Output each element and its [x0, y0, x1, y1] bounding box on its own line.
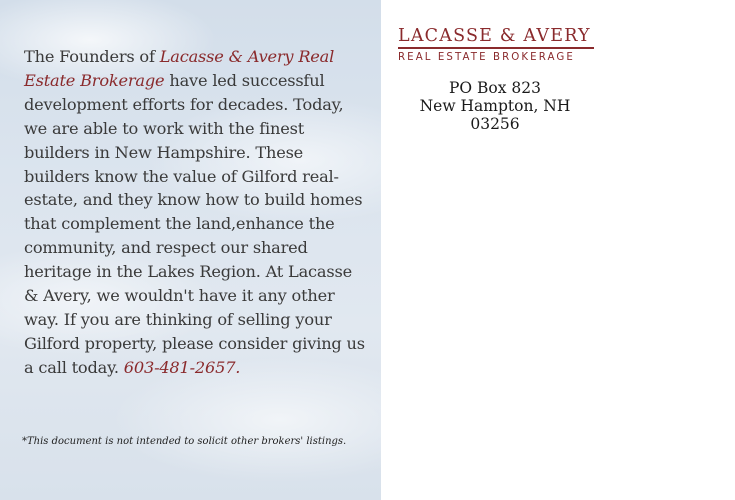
- company-logo: [398, 26, 594, 64]
- message-body: have led successful development efforts for decades. Today, we are able to work with the finest builders in New Hampshire. These builders know the value of Gilford real-estate, and they know how to build homes that complement the land,enhance the community, and respect our shared heritage in the Lakes Region. At Lacasse & Avery, we wouldn't have it any other way. If you are thinking of selling your Gilford property, please consider giving us a call today.: [24, 70, 365, 377]
- disclaimer-note: *This document is not intended to solicit other brokers' listings.: [22, 436, 347, 447]
- mailing-address: [400, 79, 590, 133]
- logo-subtitle: REAL ESTATE BROKERAGE: [398, 51, 575, 63]
- founders-message: [24, 45, 369, 380]
- address-line-zip: 03256: [470, 115, 520, 133]
- phone-number: 603-481-2657.: [123, 357, 241, 377]
- address-line-city-state: New Hampton, NH: [419, 97, 571, 115]
- address-line-po-box: PO Box 823: [448, 79, 542, 97]
- logo-divider: [398, 47, 594, 49]
- message-intro: The Founders of: [24, 47, 160, 66]
- logo-name: LACASSE & AVERY: [398, 26, 591, 46]
- company-name-highlight: Lacasse & Avery Real Estate Brokerage: [24, 47, 335, 90]
